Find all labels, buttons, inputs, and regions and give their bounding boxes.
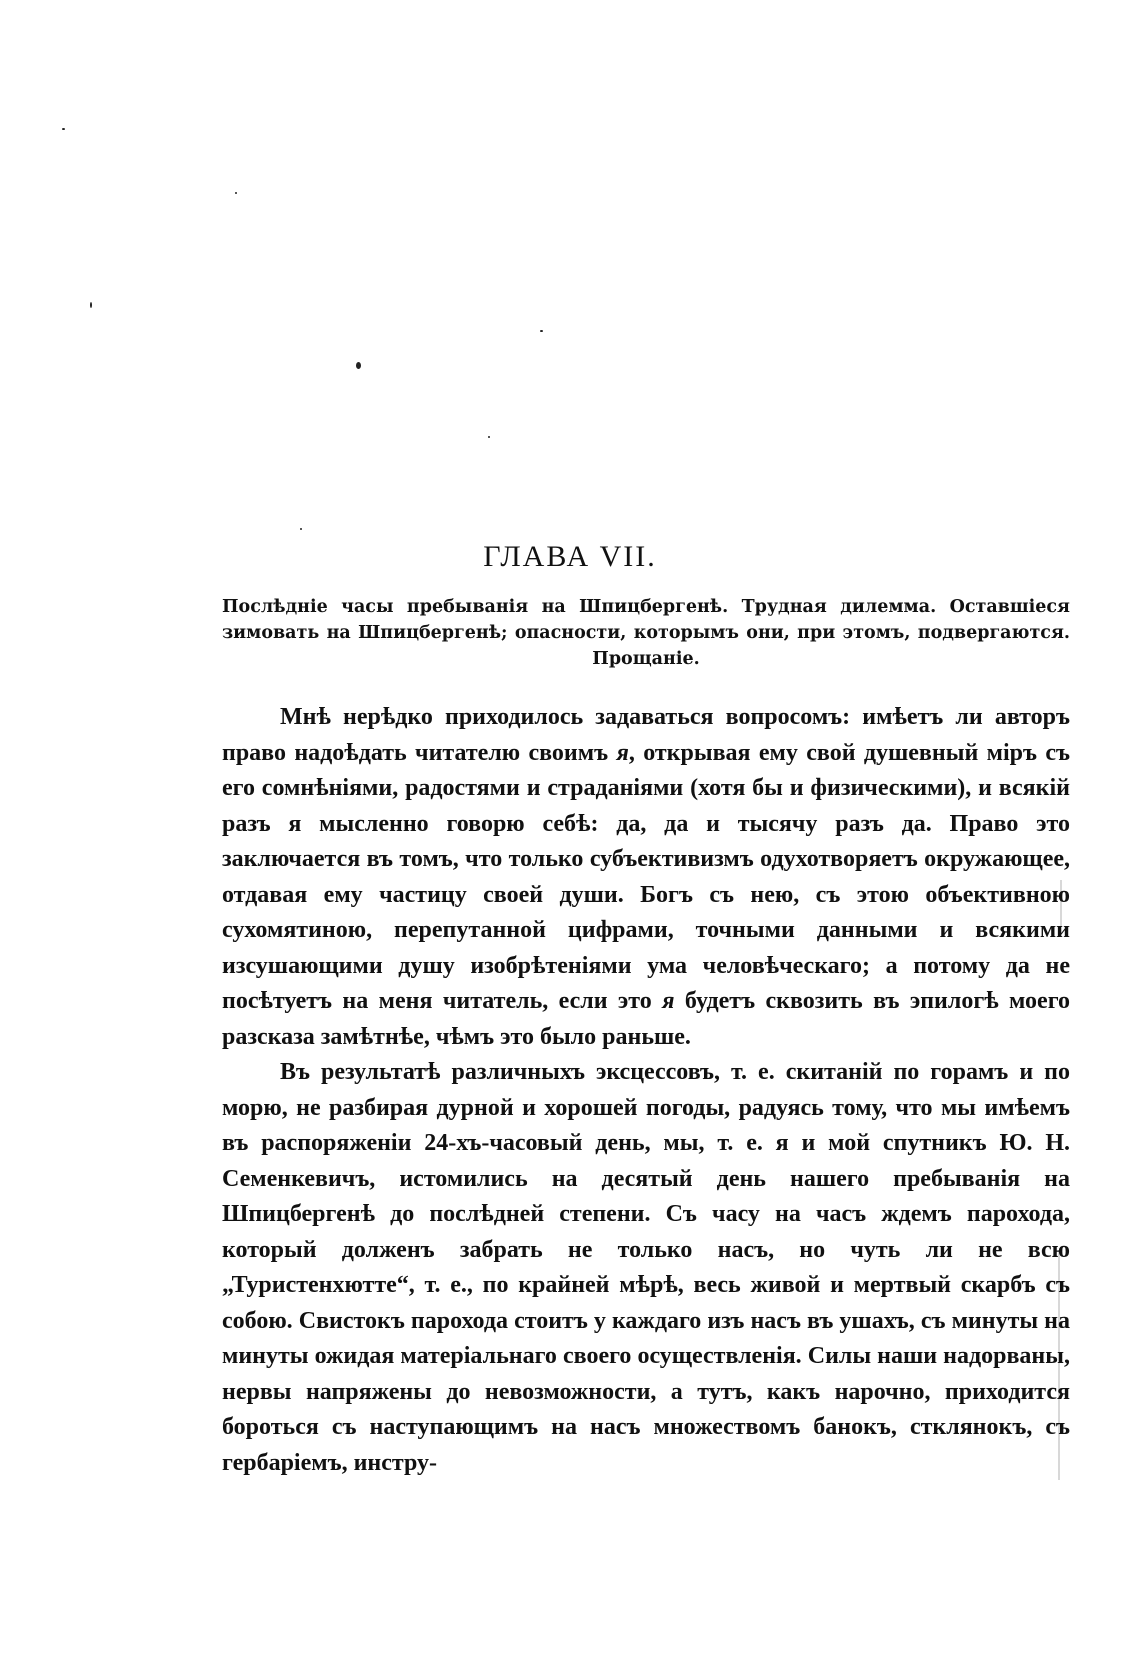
paragraph-1 bbox=[222, 700, 1070, 1055]
paragraph-1-text-a: Мнѣ нерѣдко приходилось задаваться вопросомъ: имѣетъ ли авторъ право надоѣдать читателю своимъ bbox=[222, 704, 1070, 766]
scan-speck bbox=[356, 362, 361, 369]
scan-speck bbox=[540, 330, 543, 332]
body-text bbox=[222, 700, 1070, 1481]
paragraph-2: Въ результатѣ различныхъ эксцессовъ, т. е. скитаній по горамъ и по морю, не разбирая дурной и хорошей погоды, радуясь тому, что мы имѣемъ въ распоряженіи 24-хъ-часовый день, мы, т. е. я и мой спутникъ Ю. Н. Семенкевичъ, истомились на десятый день нашего пребыванія на Шпицбергенѣ до послѣдней степени. Съ часу на часъ ждемъ парохода, который долженъ забрать не только насъ, но чуть ли не всю „Туристенхютте“, т. е., по крайней мѣрѣ, весь живой и мертвый скарбъ съ собою. Свистокъ парохода стоитъ у каждаго изъ насъ въ ушахъ, съ минуты на минуты ожидая матеріальнаго своего осуществленія. Силы наши надорваны, нервы напряжены до невозможности, а тутъ, какъ нарочно, приходится бороться съ наступающимъ на насъ множествомъ банокъ, стклянокъ, съ гербаріемъ, инстру- bbox=[222, 1059, 1070, 1476]
scan-speck bbox=[300, 528, 302, 530]
chapter-title: ГЛАВА VII. bbox=[483, 540, 657, 573]
paragraph-1-text-b: , открывая ему свой душевный міръ съ его сомнѣніями, радостями и страданіями (хотя бы и физическими), и всякій разъ я мысленно говорю себѣ: да, да и тысячу разъ да. Право это заключается въ томъ, что только субъективизмъ одухотворяетъ окружающее, отдавая ему частицу своей души. Богъ съ нею, съ этою объективною сухомятиною, перепутанной цифрами, точными данными и всякими изсушающими душу изобрѣтеніями ума человѣческаго; а потому да не посѣтуетъ на меня читатель, если это bbox=[222, 739, 1071, 1014]
scan-speck bbox=[235, 192, 237, 194]
scan-speck bbox=[488, 436, 490, 438]
scan-speck bbox=[90, 302, 92, 308]
paragraph-1-emphasis-ya-2: я bbox=[662, 988, 675, 1014]
paragraph-1-emphasis-ya: я bbox=[616, 739, 629, 766]
chapter-summary: Послѣдніе часы пребыванія на Шпицбергенѣ. Трудная дилемма. Оставшіеся зимовать на Шпицбергенѣ; опасности, которымъ они, при этомъ, подвергаются. Прощаніе. bbox=[222, 597, 1070, 669]
scan-speck bbox=[62, 128, 65, 130]
paragraph-1-text-c: будетъ сквозить въ эпилогѣ моего разсказа замѣтнѣе, чѣмъ это было раньше. bbox=[222, 988, 1070, 1050]
